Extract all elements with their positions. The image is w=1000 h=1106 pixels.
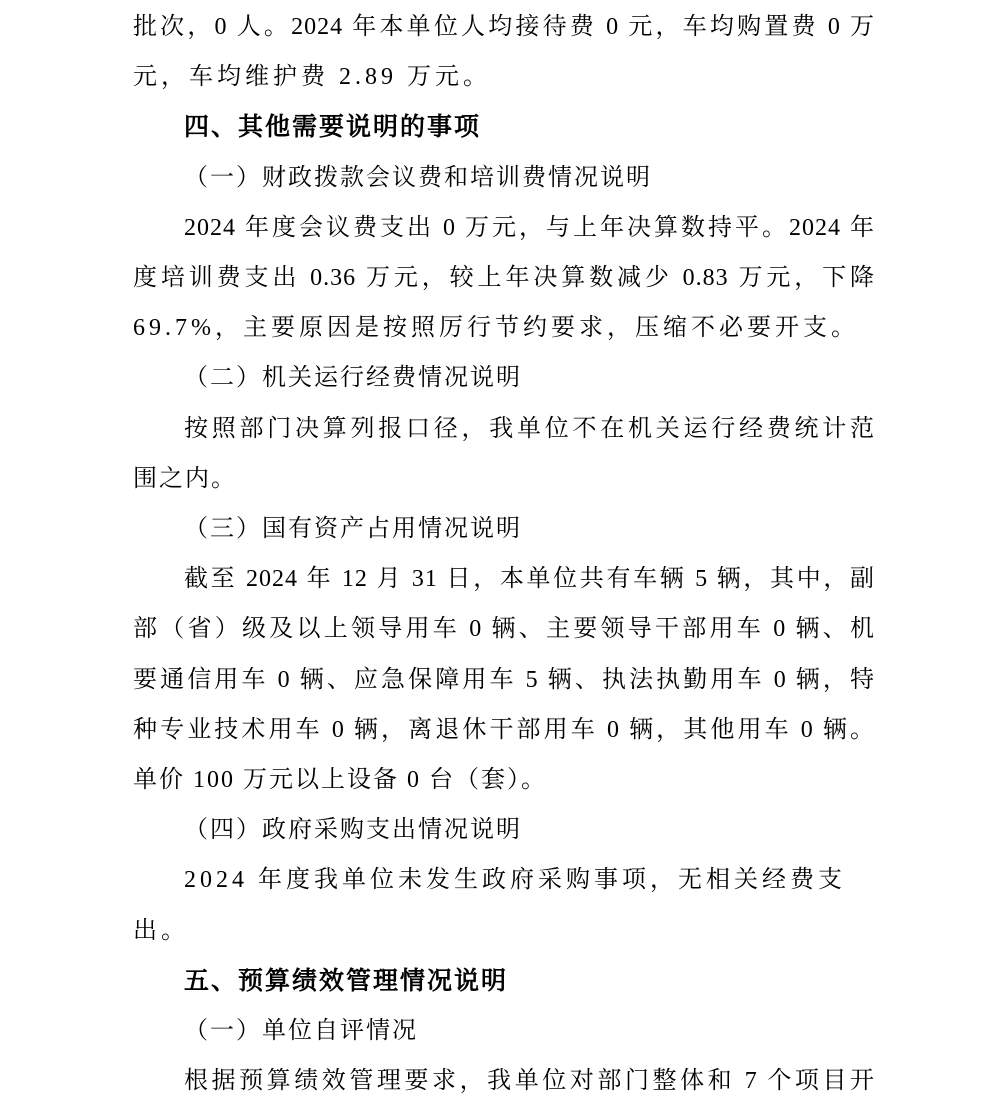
text-line: 部（省）级及以上领导用车 0 辆、主要领导干部用车 0 辆、机	[133, 616, 875, 643]
sub-heading: （四）政府采购支出情况说明	[184, 817, 522, 844]
section-heading: 四、其他需要说明的事项	[184, 113, 482, 142]
text-line: 要通信用车 0 辆、应急保障用车 5 辆、执法执勤用车 0 辆，特	[133, 666, 875, 693]
section-heading: 五、预算绩效管理情况说明	[184, 966, 509, 995]
text-line: 元，车均维护费 2.89 万元。	[133, 64, 491, 91]
text-line: 批次，0 人。2024 年本单位人均接待费 0 元，车均购置费 0 万	[133, 14, 875, 40]
sub-heading: （一）单位自评情况	[184, 1018, 418, 1045]
text-line: 按照部门决算列报口径，我单位不在机关运行经费统计范	[184, 415, 875, 442]
sub-heading: （二）机关运行经费情况说明	[184, 365, 522, 392]
sub-heading: （一）财政拨款会议费和培训费情况说明	[184, 164, 652, 191]
text-line: 截至 2024 年 12 月 31 日，本单位共有车辆 5 辆，其中，副	[184, 566, 875, 593]
text-line: 2024 年度我单位未发生政府采购事项，无相关经费支出。	[133, 867, 846, 944]
text-line: 根据预算绩效管理要求，我单位对部门整体和 7 个项目开	[184, 1068, 875, 1095]
text-line: 种专业技术用车 0 辆，离退休干部用车 0 辆，其他用车 0 辆。	[133, 716, 875, 743]
sub-heading: （三）国有资产占用情况说明	[184, 516, 522, 543]
text-line: 围之内。	[133, 465, 237, 492]
text-line: 单价 100 万元以上设备 0 台（套）。	[133, 767, 547, 794]
text-line: 度培训费支出 0.36 万元，较上年决算数减少 0.83 万元，下降	[133, 265, 875, 292]
text-line: 2024 年度会议费支出 0 万元，与上年决算数持平。2024 年	[184, 214, 875, 241]
text-line: 69.7%，主要原因是按照厉行节约要求，压缩不必要开支。	[133, 315, 859, 342]
